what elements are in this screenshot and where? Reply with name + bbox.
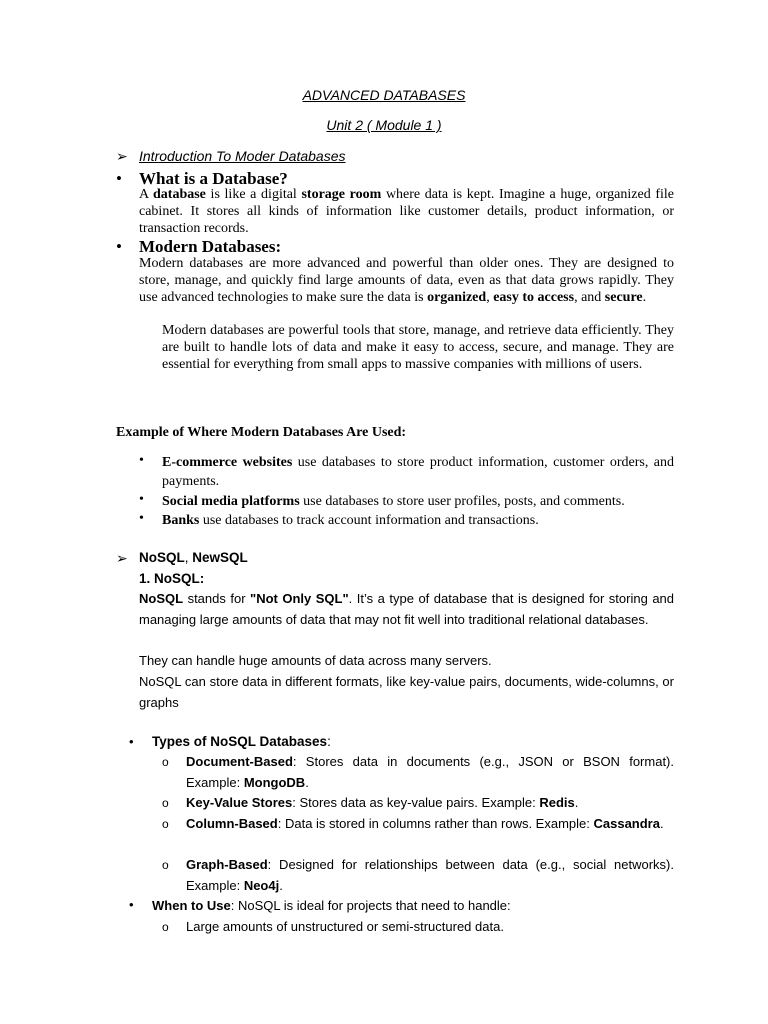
- nosql-paragraph-3: NoSQL can store data in different formats, like key-value pairs, documents, wide-columns, or graphs: [139, 674, 674, 710]
- nosql-paragraph-1: NoSQL stands for "Not Only SQL". It’s a type of database that is designed for storing and managing large amounts of data that may not fit well into traditional relational databases.: [139, 591, 675, 627]
- modern-paragraph-2: Modern databases are powerful tools that store, manage, and retrieve data efficiently. They are built to handle lots of data and make it easy to access, secure, and manage. They are essential for everything from small apps to massive companies with millions of users.: [162, 323, 674, 372]
- modern-heading: Modern Databases:: [139, 237, 282, 256]
- circle-bullet-icon: o: [162, 858, 169, 872]
- intro-heading: Introduction To Moder Databases: [139, 148, 346, 164]
- what-is-heading: What is a Database?: [139, 169, 288, 188]
- nosql-arrow-icon: ➢: [116, 550, 128, 566]
- circle-bullet-icon: o: [162, 796, 169, 810]
- nosql-subheading: 1. NoSQL:: [139, 571, 205, 586]
- bullet-icon: •: [139, 492, 144, 507]
- circle-bullet-icon: o: [162, 755, 169, 769]
- intro-arrow-icon: ➢: [116, 148, 128, 164]
- circle-bullet-icon: o: [162, 817, 169, 831]
- bullet-icon: •: [129, 897, 134, 912]
- bullet-icon: •: [129, 734, 134, 749]
- type-item-graph: Graph-Based: Designed for relationships between data (e.g., social networks). Example: Neo4j.: [186, 857, 674, 893]
- modern-paragraph-1: Modern databases are more advanced and powerful than older ones. They are designed to store, manage, and quickly find large amounts of data, even as that data grows rapidly. They use advanced technologies to make sure the data is organized, easy to access, and secure.: [139, 256, 674, 305]
- doc-unit: Unit 2 ( Module 1 ): [326, 117, 442, 133]
- bullet-icon: •: [139, 453, 144, 468]
- bullet-icon: •: [116, 169, 122, 188]
- bullet-icon: •: [139, 511, 144, 526]
- types-heading: Types of NoSQL Databases:: [152, 734, 331, 749]
- examples-heading: Example of Where Modern Databases Are Used:: [116, 425, 407, 440]
- when-to-use: When to Use: NoSQL is ideal for projects that need to handle:: [152, 898, 511, 913]
- type-item-document: Document-Based: Stores data in documents (e.g., JSON or BSON format). Example: MongoDB.: [186, 754, 674, 790]
- example-item-banks: Banks use databases to track account information and transactions.: [162, 513, 539, 528]
- type-item-keyvalue: Key-Value Stores: Stores data as key-value pairs. Example: Redis.: [186, 795, 579, 810]
- nosql-heading: NoSQL, NewSQL: [139, 550, 248, 565]
- what-is-paragraph: A database is like a digital storage room where data is kept. Imagine a huge, organized file cabinet. It stores all kinds of information like customer details, product information, or transaction records.: [139, 187, 674, 236]
- when-item-unstructured: Large amounts of unstructured or semi-structured data.: [186, 919, 504, 934]
- circle-bullet-icon: o: [162, 920, 169, 934]
- nosql-paragraph-2: They can handle huge amounts of data across many servers.: [139, 653, 492, 668]
- example-item-social: Social media platforms use databases to store user profiles, posts, and comments.: [162, 494, 625, 509]
- type-item-column: Column-Based: Data is stored in columns rather than rows. Example: Cassandra.: [186, 816, 664, 831]
- example-item-ecommerce: E-commerce websites use databases to store product information, customer orders, and payments.: [162, 455, 674, 489]
- doc-title: ADVANCED DATABASES: [302, 87, 466, 103]
- bullet-icon: •: [116, 237, 122, 256]
